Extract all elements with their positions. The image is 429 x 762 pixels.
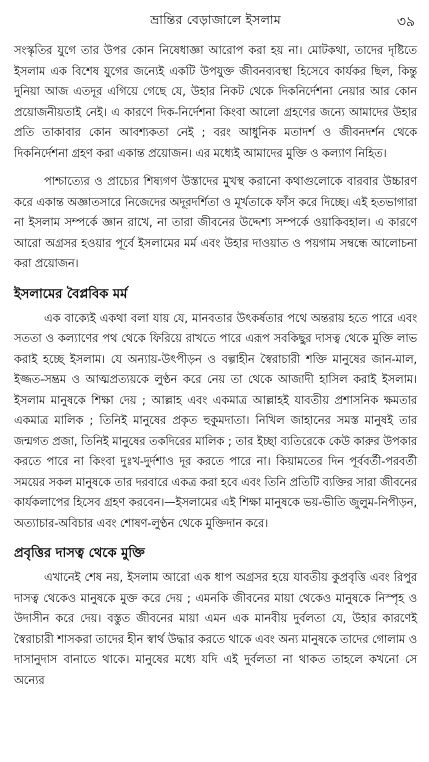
paragraph-2: পাশ্চাত্যের ও প্রাচ্যের শিষ্যগণ উস্তাদের মুখস্থ করানো কথাগুলোকে বারবার উচ্চারণ করে একান্ত অজ্ঞাতসারে নিজেদের অদূরদর্শিতা ও মূর্খতাকে ফাঁস করে দিচ্ছে। এই হতভাগারা না ইসলাম সম্পর্কে জ্ঞান রাখে, না তারা জীবনের উদ্দেশ্য সম্পর্কে ওয়াকিবহাল। এ কারণে আরো অগ্রসর হওয়ার পূর্বে ইসলামের মর্ম এবং উহার দাওয়াত ও পয়গাম সম্বন্ধে আলোচনা করা প্রয়োজন। (14, 174, 417, 270)
paragraph-1: সংস্কৃতির যুগে তার উপর কোন নিষেধাজ্ঞা আরোপ করা হয় না। মোটকথা, তাদের দৃষ্টিতে ইসলাম এক বিশেষ যুগের জন্যেই একটি উপযুক্ত জীবনব্যবস্থা হিসেবে কার্যকর ছিল, কিন্তু দুনিয়া আজ এতদূর এগিয়ে গেছে যে, উহার নিকট থেকে দিকনির্দেশনা নেয়ার আর কোন প্রয়োজনীয়তাই নেই। এ কারণে দিক-নির্দেশনা কিংবা আলো গ্রহণের জন্যে আমাদের উহার প্রতি তাকাবার কোন আবশ্যকতা নেই ; বরং আধুনিক মতাদর্শ ও জীবনদর্শন থেকে দিকনির্দেশনা গ্রহণ করা একান্ত প্রয়োজন। এর মধ্যেই আমাদের মুক্তি ও কল্যাণ নিহিত। (14, 43, 417, 160)
section-heading-freedom-from-desires: প্রবৃত্তির দাসত্ব থেকে মুক্তি (14, 546, 145, 561)
page-header (14, 10, 417, 32)
section-heading-revolutionary-meaning: ইসলামের বৈপ্লবিক মর্ম (14, 286, 128, 302)
paragraph-4: এখানেই শেষ নয়, ইসলাম আরো এক ধাপ অগ্রসর হয়ে যাবতীয় কুপ্রবৃত্তি এবং রিপুর দাসত্ব থেকেও মানুষকে মুক্ত করে দেয় ; এমনকি জীবনের মায়া থেকেও মানুষকে নিস্পৃহ ও উদাসীন করে দেয়। বস্তুত জীবনের মায়া এমন এক মানবীয় দুর্বলতা যে, উহার কারণেই স্বৈরাচারী শাসকরা তাদের হীন স্বার্থ উদ্ধার করতে থাকে এবং অন্য মানুষকে তাদের গোলাম ও দাসানুদাস বানাতে থাকে। মানুষের মধ্যে যদি এই দুর্বলতা না থাকত তাহলে কখনো সে অন্যের (14, 570, 417, 687)
running-title: ভ্রান্তির বেড়াজালে ইসলাম (150, 12, 281, 27)
paragraph-3: এক বাক্যেই একথা বলা যায় যে, মানবতার উৎকর্ষতার পথে অন্তরায় হতে পারে এবং সততা ও কল্যাণের পথ থেকে ফিরিয়ে রাখতে পারে এরূপ সবকিছুর দাসত্ব থেকে মুক্তি লাভ করাই হচ্ছে ইসলাম। যে অন্যায়-উৎপীড়ন ও বল্গাহীন স্বৈরাচারী শক্তি মানুষের জান-মাল, ইজ্জত-সম্ভ্রম ও আত্মপ্রত্যয়কে লুণ্ঠন করে নেয় তা থেকে আজাদী হাসিল করাই ইসলাম। ইসলাম মানুষকে শিক্ষা দেয় ; আল্লাহ এবং একমাত্র আল্লাহই যাবতীয় প্রশাসনিক ক্ষমতার একমাত্র মালিক ; তিনিই মানুষের প্রকৃত হুকুমদাতা। নিখিল জাহানের সমস্ত মানুষই তার জন্মগত প্রজা, তিনিই মানুষের তকদিরের মালিক ; তার ইচ্ছা ব্যতিরেকে কেউ কারুর উপকার করতে পারে না কিংবা দুঃখ-দুর্দশাও দূর করতে পারে না। কিয়ামতের দিন পূর্ববর্তী-পরবর্তী সময়ের সকল মানুষকে তার দরবারে একত্র করা হবে এবং তিনি প্রতিটি ব্যক্তির সারা জীবনের কার্যকলাপের হিসেব গ্রহণ করবেন।—ইসলামের এই শিক্ষা মানুষকে ভয়-ভীতি জুলুম-নিপীড়ন, অত্যাচার-অবিচার এবং শোষণ-লুণ্ঠন থেকে মুক্তিদান করে। (14, 310, 417, 530)
page-number: ৩৯ (396, 14, 415, 30)
